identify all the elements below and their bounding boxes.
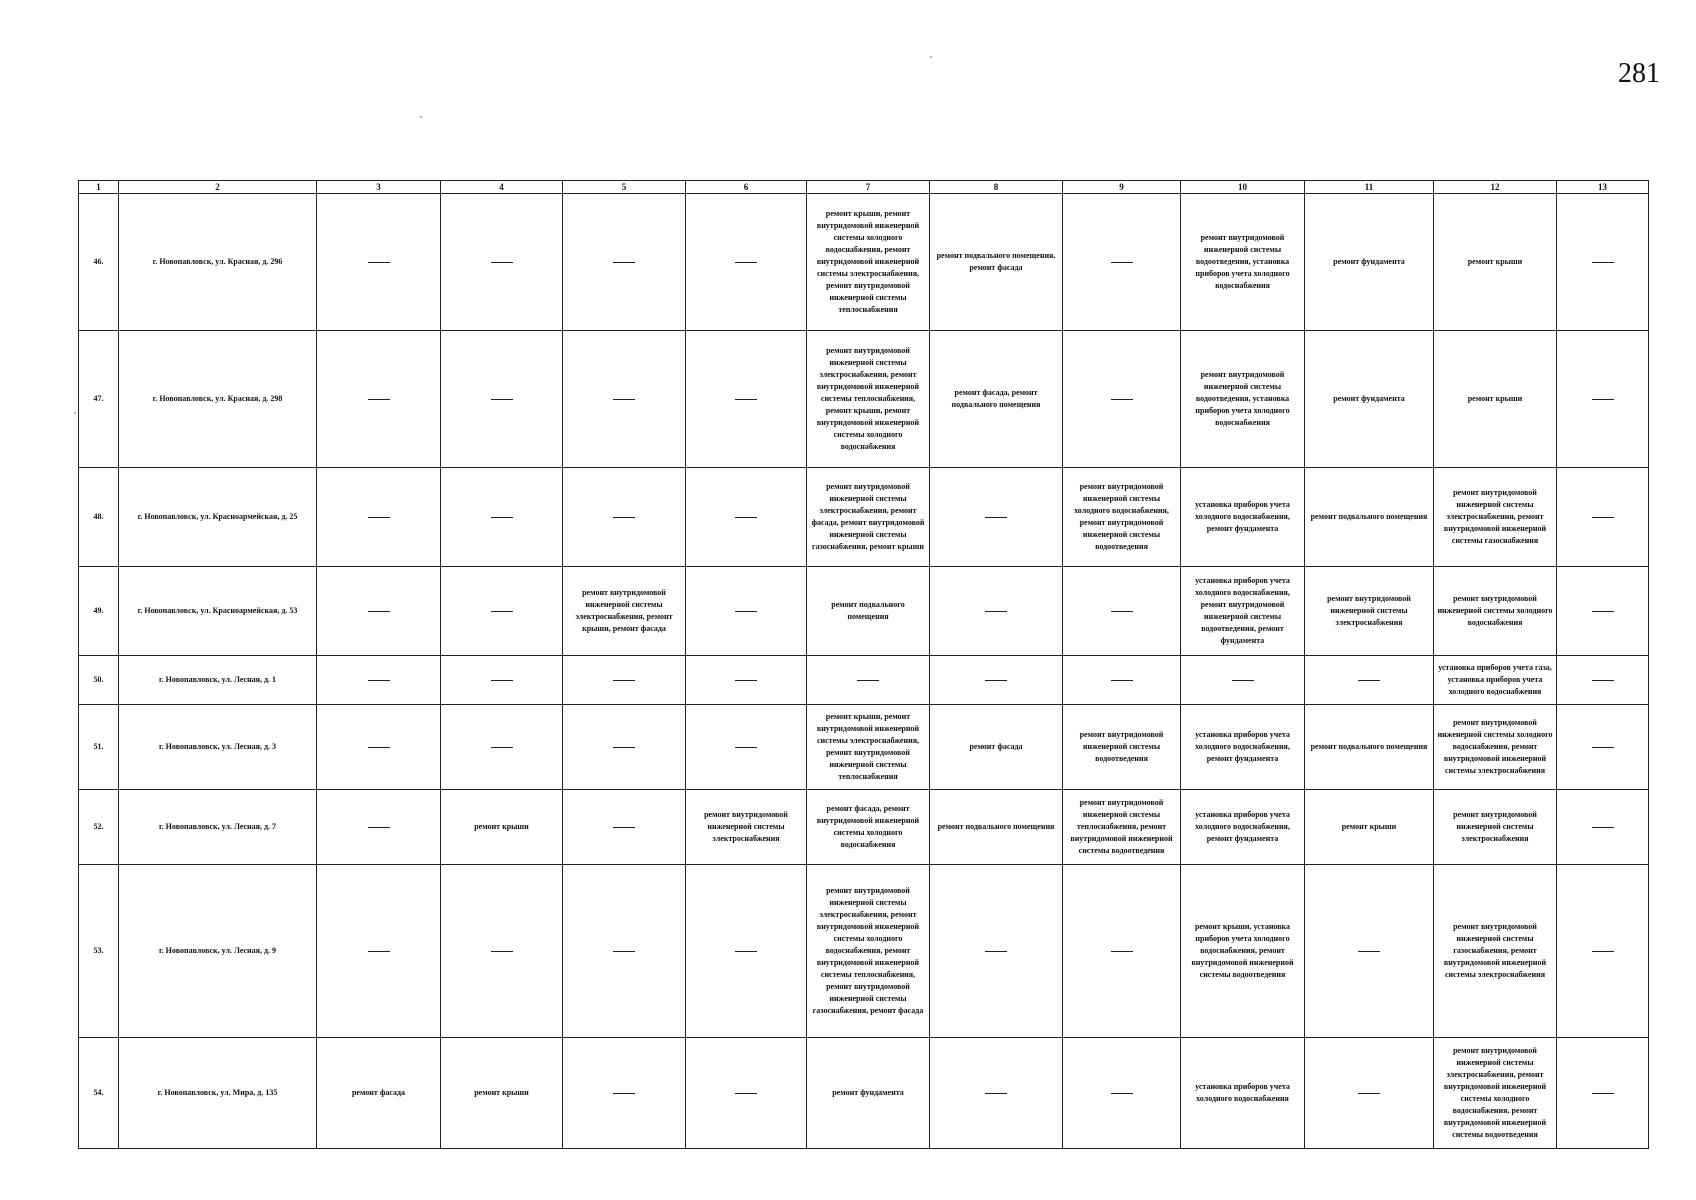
dash-mark — [613, 1093, 635, 1094]
empty-cell — [563, 790, 686, 865]
work-cell: установка приборов учета холодного водоснабжения, ремонт фундамента — [1181, 468, 1305, 567]
dash-mark — [613, 951, 635, 952]
dash-mark — [491, 747, 513, 748]
row-number: 49. — [79, 567, 119, 656]
row-number: 47. — [79, 331, 119, 468]
dash-mark — [1592, 399, 1614, 400]
row-number: 54. — [79, 1038, 119, 1149]
empty-cell — [686, 194, 807, 331]
column-number: 9 — [1063, 181, 1181, 194]
empty-cell — [563, 656, 686, 705]
empty-cell — [1181, 656, 1305, 705]
work-cell: установка приборов учета холодного водоснабжения — [1181, 1038, 1305, 1149]
empty-cell — [1557, 567, 1649, 656]
repair-schedule-table — [78, 180, 1649, 1149]
dash-mark — [1111, 262, 1133, 263]
empty-cell — [441, 656, 563, 705]
work-cell: ремонт внутридомовой инженерной системы электроснабжения, ремонт внутридомовой инженерной системы холодного водоснабжения, ремонт внутридомовой инженерной системы водоотведения — [1434, 1038, 1557, 1149]
work-cell: ремонт крыши — [1434, 331, 1557, 468]
dash-mark — [1592, 680, 1614, 681]
work-cell: ремонт внутридомовой инженерной системы электроснабжения — [1305, 567, 1434, 656]
empty-cell — [317, 567, 441, 656]
empty-cell — [563, 705, 686, 790]
work-cell: ремонт фундамента — [1305, 331, 1434, 468]
empty-cell — [317, 331, 441, 468]
dash-mark — [368, 951, 390, 952]
empty-cell — [1557, 656, 1649, 705]
row-number: 50. — [79, 656, 119, 705]
table-row — [79, 705, 1649, 790]
work-cell: ремонт внутридомовой инженерной системы холодного водоснабжения, ремонт внутридомовой инженерной системы водоотведения — [1063, 468, 1181, 567]
dash-mark — [491, 611, 513, 612]
work-cell: ремонт подвального помещения, ремонт фасада — [930, 194, 1063, 331]
table-row — [79, 1038, 1649, 1149]
empty-cell — [317, 656, 441, 705]
dash-mark — [857, 680, 879, 681]
dash-mark — [735, 747, 757, 748]
dash-mark — [1358, 680, 1380, 681]
dash-mark — [1592, 951, 1614, 952]
column-number-row — [79, 181, 1649, 194]
dash-mark — [1358, 951, 1380, 952]
dash-mark — [1592, 827, 1614, 828]
column-number: 11 — [1305, 181, 1434, 194]
address-cell: г. Новопавловск, ул. Лесная, д. 9 — [119, 865, 317, 1038]
table-row — [79, 194, 1649, 331]
empty-cell — [563, 468, 686, 567]
dash-mark — [1358, 1093, 1380, 1094]
address-cell: г. Новопавловск, ул. Красноармейская, д. 53 — [119, 567, 317, 656]
work-cell: ремонт внутридомовой инженерной системы водоотведения — [1063, 705, 1181, 790]
dash-mark — [613, 680, 635, 681]
column-number: 10 — [1181, 181, 1305, 194]
empty-cell — [563, 331, 686, 468]
dash-mark — [1111, 399, 1133, 400]
column-number: 5 — [563, 181, 686, 194]
dash-mark — [1111, 680, 1133, 681]
dash-mark — [735, 1093, 757, 1094]
dash-mark — [1592, 262, 1614, 263]
empty-cell — [686, 331, 807, 468]
dash-mark — [1592, 517, 1614, 518]
table-row — [79, 331, 1649, 468]
work-cell: ремонт внутридомовой инженерной системы теплоснабжения, ремонт внутридомовой инженерной системы водоотведения — [1063, 790, 1181, 865]
work-cell: ремонт внутридомовой инженерной системы электроснабжения, ремонт фасада, ремонт внутридомовой инженерной системы газоснабжения, ремонт крыши — [807, 468, 930, 567]
work-cell: установка приборов учета холодного водоснабжения, ремонт внутридомовой инженерной системы водоотведения, ремонт фундамента — [1181, 567, 1305, 656]
work-cell: установка приборов учета газа, установка приборов учета холодного водоснабжения — [1434, 656, 1557, 705]
dash-mark — [368, 517, 390, 518]
scan-speck — [930, 56, 932, 58]
work-cell: ремонт внутридомовой инженерной системы холодного водоснабжения — [1434, 567, 1557, 656]
table-row — [79, 468, 1649, 567]
empty-cell — [441, 194, 563, 331]
column-number: 12 — [1434, 181, 1557, 194]
dash-mark — [491, 262, 513, 263]
empty-cell — [563, 1038, 686, 1149]
dash-mark — [735, 680, 757, 681]
empty-cell — [1063, 1038, 1181, 1149]
dash-mark — [735, 611, 757, 612]
work-cell: ремонт подвального помещения — [1305, 468, 1434, 567]
dash-mark — [1592, 747, 1614, 748]
empty-cell — [930, 567, 1063, 656]
work-cell: ремонт крыши — [441, 790, 563, 865]
work-cell: ремонт фундамента — [807, 1038, 930, 1149]
address-cell: г. Новопавловск, ул. Красная, д. 298 — [119, 331, 317, 468]
address-cell: г. Новопавловск, ул. Красная, д. 296 — [119, 194, 317, 331]
empty-cell — [1557, 1038, 1649, 1149]
dash-mark — [985, 517, 1007, 518]
dash-mark — [1111, 611, 1133, 612]
dash-mark — [368, 680, 390, 681]
empty-cell — [1063, 656, 1181, 705]
empty-cell — [930, 468, 1063, 567]
dash-mark — [1232, 680, 1254, 681]
empty-cell — [441, 468, 563, 567]
dash-mark — [613, 517, 635, 518]
work-cell: ремонт фасада, ремонт внутридомовой инженерной системы холодного водоснабжения — [807, 790, 930, 865]
work-cell: ремонт подвального помещения — [930, 790, 1063, 865]
column-number: 8 — [930, 181, 1063, 194]
row-number: 48. — [79, 468, 119, 567]
empty-cell — [1557, 331, 1649, 468]
empty-cell — [1557, 790, 1649, 865]
work-cell: ремонт фасада, ремонт подвального помещения — [930, 331, 1063, 468]
empty-cell — [441, 567, 563, 656]
row-number: 51. — [79, 705, 119, 790]
column-number: 2 — [119, 181, 317, 194]
empty-cell — [686, 1038, 807, 1149]
address-cell: г. Новопавловск, ул. Лесная, д. 3 — [119, 705, 317, 790]
empty-cell — [441, 705, 563, 790]
dash-mark — [735, 517, 757, 518]
dash-mark — [1592, 611, 1614, 612]
work-cell: ремонт крыши, ремонт внутридомовой инженерной системы холодного водоснабжения, ремонт внутридомовой инженерной системы электроснабжения, ремонт внутридомовой инженерной системы теплоснабжения — [807, 194, 930, 331]
empty-cell — [686, 656, 807, 705]
row-number: 52. — [79, 790, 119, 865]
work-cell: ремонт внутридомовой инженерной системы водоотведения, установка приборов учета холодного водоснабжения — [1181, 331, 1305, 468]
dash-mark — [735, 951, 757, 952]
empty-cell — [1063, 194, 1181, 331]
table-row — [79, 656, 1649, 705]
dash-mark — [1111, 1093, 1133, 1094]
empty-cell — [317, 705, 441, 790]
address-cell: г. Новопавловск, ул. Мира, д. 135 — [119, 1038, 317, 1149]
scan-speck — [74, 412, 76, 414]
column-number: 4 — [441, 181, 563, 194]
empty-cell — [1557, 865, 1649, 1038]
empty-cell — [1557, 194, 1649, 331]
dash-mark — [491, 399, 513, 400]
dash-mark — [1592, 1093, 1614, 1094]
row-number: 46. — [79, 194, 119, 331]
empty-cell — [930, 656, 1063, 705]
dash-mark — [735, 262, 757, 263]
empty-cell — [563, 865, 686, 1038]
empty-cell — [441, 865, 563, 1038]
column-number: 7 — [807, 181, 930, 194]
empty-cell — [563, 194, 686, 331]
empty-cell — [1305, 1038, 1434, 1149]
dash-mark — [613, 747, 635, 748]
empty-cell — [1305, 656, 1434, 705]
empty-cell — [1063, 331, 1181, 468]
work-cell: ремонт внутридомовой инженерной системы водоотведения, установка приборов учета холодного водоснабжения — [1181, 194, 1305, 331]
dash-mark — [368, 827, 390, 828]
work-cell: ремонт крыши — [1434, 194, 1557, 331]
dash-mark — [1111, 951, 1133, 952]
scan-speck — [420, 116, 422, 118]
work-cell: ремонт внутридомовой инженерной системы газоснабжения, ремонт внутридомовой инженерной системы электроснабжения — [1434, 865, 1557, 1038]
dash-mark — [368, 611, 390, 612]
dash-mark — [735, 399, 757, 400]
work-cell: ремонт крыши, установка приборов учета холодного водоснабжения, ремонт внутридомовой инженерной системы водоотведения — [1181, 865, 1305, 1038]
empty-cell — [686, 705, 807, 790]
empty-cell — [686, 567, 807, 656]
empty-cell — [1305, 865, 1434, 1038]
empty-cell — [317, 865, 441, 1038]
dash-mark — [985, 611, 1007, 612]
dash-mark — [368, 747, 390, 748]
dash-mark — [613, 399, 635, 400]
address-cell: г. Новопавловск, ул. Лесная, д. 1 — [119, 656, 317, 705]
table-row — [79, 790, 1649, 865]
work-cell: ремонт крыши — [441, 1038, 563, 1149]
column-number: 6 — [686, 181, 807, 194]
work-cell: ремонт фундамента — [1305, 194, 1434, 331]
column-number: 13 — [1557, 181, 1649, 194]
table-row — [79, 865, 1649, 1038]
work-cell: ремонт подвального помещения — [1305, 705, 1434, 790]
empty-cell — [1063, 865, 1181, 1038]
work-cell: установка приборов учета холодного водоснабжения, ремонт фундамента — [1181, 790, 1305, 865]
table-row — [79, 567, 1649, 656]
work-cell: ремонт внутридомовой инженерной системы электроснабжения — [686, 790, 807, 865]
work-cell: ремонт внутридомовой инженерной системы электроснабжения, ремонт внутридомовой инженерной системы теплоснабжения, ремонт крыши, ремонт внутридомовой инженерной системы холодного водоснабжения — [807, 331, 930, 468]
dash-mark — [368, 399, 390, 400]
dash-mark — [491, 517, 513, 518]
empty-cell — [317, 194, 441, 331]
column-number: 3 — [317, 181, 441, 194]
dash-mark — [491, 951, 513, 952]
work-cell: ремонт внутридомовой инженерной системы электроснабжения, ремонт внутридомовой инженерной системы газоснабжения — [1434, 468, 1557, 567]
empty-cell — [930, 865, 1063, 1038]
empty-cell — [807, 656, 930, 705]
work-cell: ремонт внутридомовой инженерной системы электроснабжения, ремонт крыши, ремонт фасада — [563, 567, 686, 656]
empty-cell — [1557, 705, 1649, 790]
empty-cell — [317, 468, 441, 567]
row-number: 53. — [79, 865, 119, 1038]
dash-mark — [985, 680, 1007, 681]
work-cell: ремонт внутридомовой инженерной системы холодного водоснабжения, ремонт внутридомовой инженерной системы электроснабжения — [1434, 705, 1557, 790]
dash-mark — [613, 262, 635, 263]
work-cell: ремонт крыши — [1305, 790, 1434, 865]
dash-mark — [985, 951, 1007, 952]
empty-cell — [317, 790, 441, 865]
empty-cell — [930, 1038, 1063, 1149]
work-cell: ремонт внутридомовой инженерной системы электроснабжения — [1434, 790, 1557, 865]
empty-cell — [441, 331, 563, 468]
work-cell: ремонт внутридомовой инженерной системы электроснабжения, ремонт внутридомовой инженерной системы холодного водоснабжения, ремонт внутридомовой инженерной системы теплоснабжения, ремонт внутридомовой инженерной системы газоснабжения, ремонт фасада — [807, 865, 930, 1038]
address-cell: г. Новопавловск, ул. Красноармейская, д. 25 — [119, 468, 317, 567]
column-number: 1 — [79, 181, 119, 194]
empty-cell — [686, 468, 807, 567]
work-cell: установка приборов учета холодного водоснабжения, ремонт фундамента — [1181, 705, 1305, 790]
dash-mark — [368, 262, 390, 263]
address-cell: г. Новопавловск, ул. Лесная, д. 7 — [119, 790, 317, 865]
work-cell: ремонт подвального помещения — [807, 567, 930, 656]
work-cell: ремонт фасада — [930, 705, 1063, 790]
empty-cell — [1557, 468, 1649, 567]
work-cell: ремонт фасада — [317, 1038, 441, 1149]
dash-mark — [491, 680, 513, 681]
work-cell: ремонт крыши, ремонт внутридомовой инженерной системы электроснабжения, ремонт внутридомовой инженерной системы теплоснабжения — [807, 705, 930, 790]
dash-mark — [985, 1093, 1007, 1094]
page-number: 281 — [1618, 58, 1660, 89]
empty-cell — [1063, 567, 1181, 656]
empty-cell — [686, 865, 807, 1038]
dash-mark — [613, 827, 635, 828]
